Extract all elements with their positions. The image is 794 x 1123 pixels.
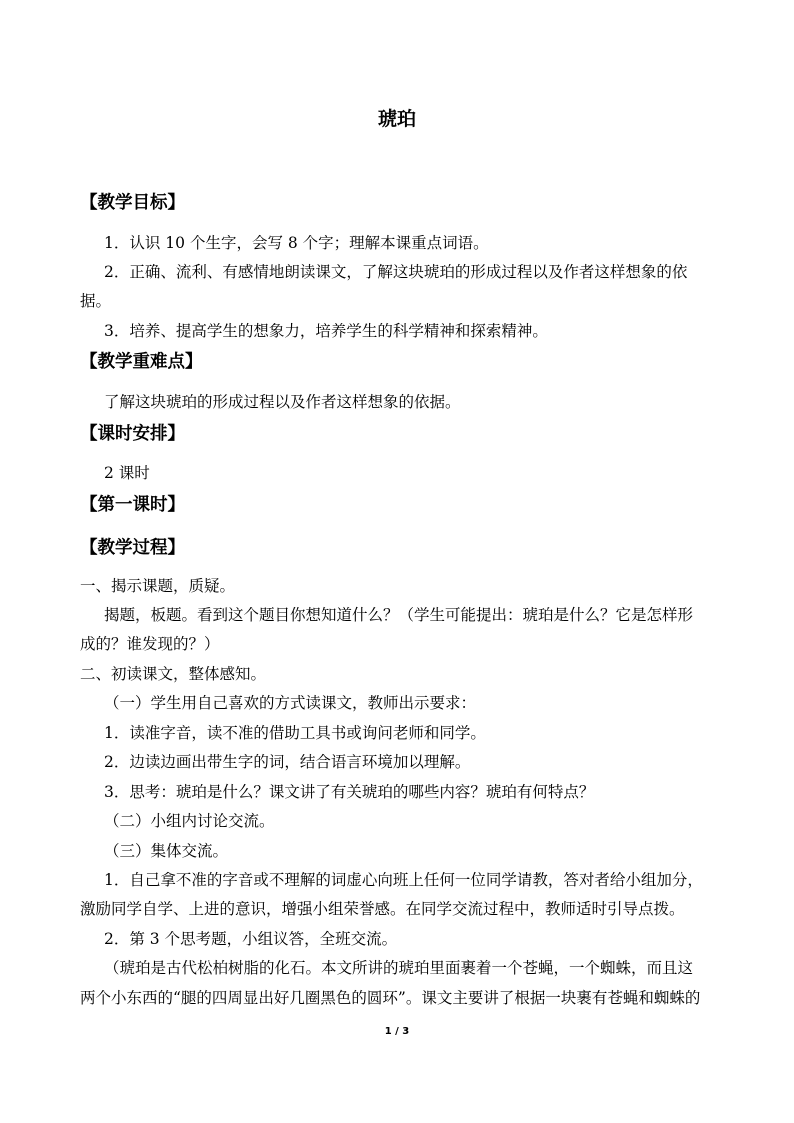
step-1-text-cont: 成的？谁发现的？） xyxy=(80,635,220,653)
exchange-item-2: 2．第 3 个思考题，小组议答，全班交流。 xyxy=(104,930,398,948)
step-1-text: 揭题，板题。看到这个题目你想知道什么？（学生可能提出：琥珀是什么？它是怎样形 xyxy=(104,606,694,624)
key-points-text: 了解这块琥珀的形成过程以及作者这样想象的依据。 xyxy=(104,393,461,411)
heading-first-lesson: 【第一课时】 xyxy=(80,495,185,515)
heading-schedule: 【课时安排】 xyxy=(80,424,185,444)
page-number: 1 / 3 xyxy=(384,1026,410,1037)
goal-item-2-cont: 据。 xyxy=(80,292,112,310)
sub-step-1: （一）学生用自己喜欢的方式读课文，教师出示要求： xyxy=(104,694,477,712)
answer-note-cont: 两个小东西的“腿的四周显出好几圈黑色的圆环”。课文主要讲了根据一块裹有苍蝇和蜘蛛的 xyxy=(80,989,701,1007)
exchange-item-1: 1．自己拿不准的字音或不理解的词虚心向班上任何一位同学请教，答对者给小组加分， xyxy=(104,871,703,889)
heading-teaching-goals: 【教学目标】 xyxy=(80,193,185,213)
goal-item-3: 3．培养、提高学生的想象力，培养学生的科学精神和探索精神。 xyxy=(104,322,548,340)
heading-teaching-process: 【教学过程】 xyxy=(80,538,185,558)
requirement-1: 1．读准字音，读不准的借助工具书或询问老师和同学。 xyxy=(104,724,486,742)
sub-step-3: （三）集体交流。 xyxy=(104,842,229,860)
goal-item-2: 2．正确、流利、有感情地朗读课文，了解这块琥珀的形成过程以及作者这样想象的依 xyxy=(104,263,688,281)
schedule-text: 2 课时 xyxy=(104,464,150,482)
step-1-heading: 一、揭示课题，质疑。 xyxy=(80,577,236,595)
page-title: 琥珀 xyxy=(377,108,416,130)
goal-item-1: 1．认识 10 个生字，会写 8 个字；理解本课重点词语。 xyxy=(104,234,489,252)
step-2-heading: 二、初读课文，整体感知。 xyxy=(80,665,267,683)
requirement-3: 3．思考：琥珀是什么？课文讲了有关琥珀的哪些内容？琥珀有何特点？ xyxy=(104,783,595,801)
exchange-item-1-cont: 激励同学自学、上进的意识，增强小组荣誉感。在同学交流过程中，教师适时引导点拨。 xyxy=(80,900,685,918)
sub-step-2: （二）小组内讨论交流。 xyxy=(104,812,275,830)
heading-key-points: 【教学重难点】 xyxy=(80,352,203,372)
answer-note: （琥珀是古代松柏树脂的化石。本文所讲的琥珀里面裹着一个苍蝇，一个蜘蛛，而且这 xyxy=(104,959,694,977)
requirement-2: 2．边读边画出带生字的词，结合语言环境加以理解。 xyxy=(104,753,471,771)
